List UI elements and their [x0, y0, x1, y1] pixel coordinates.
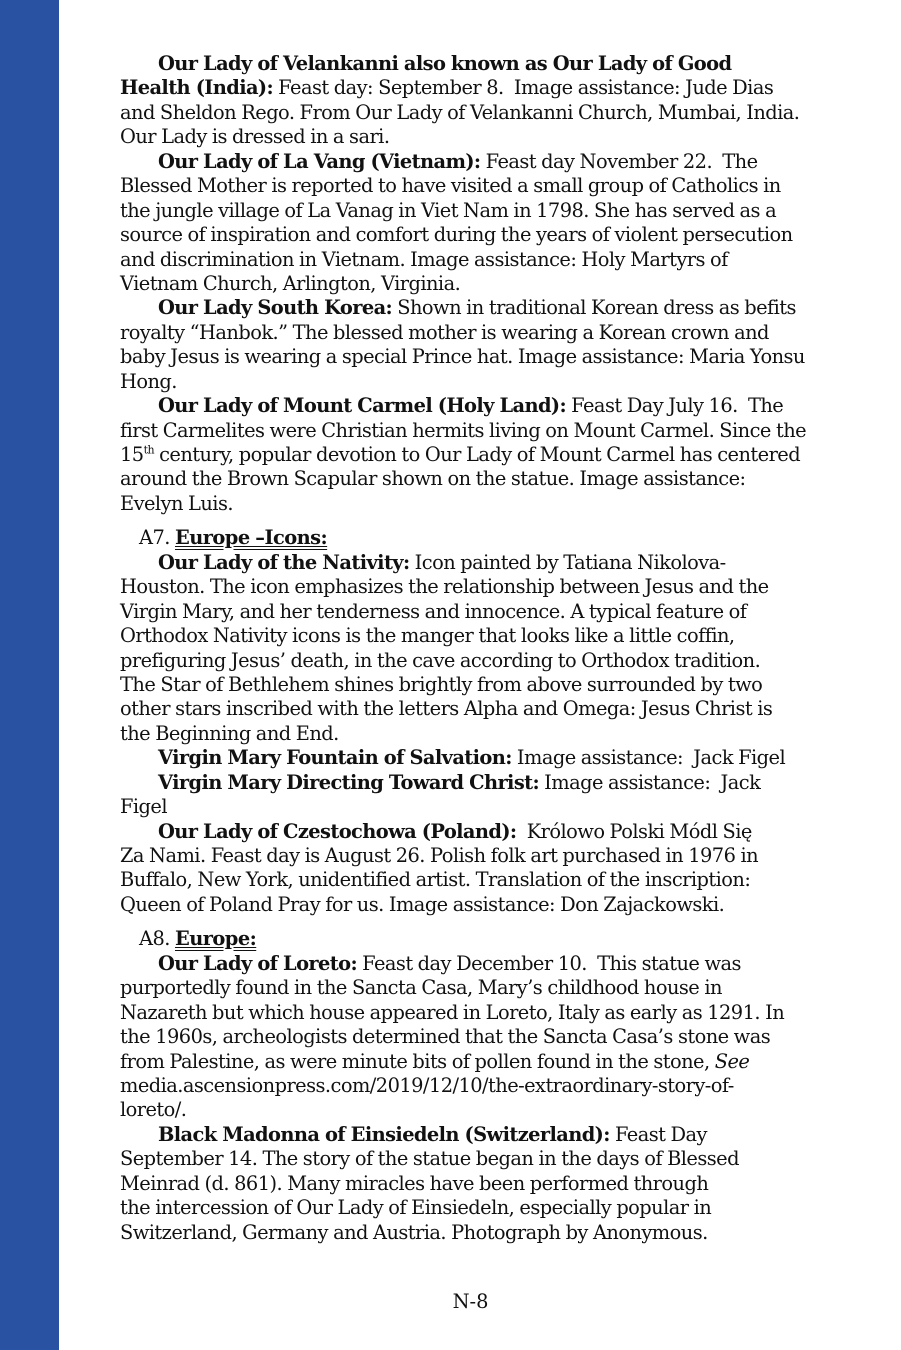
section-number: A7. [139, 526, 170, 550]
page-body [120, 52, 850, 1245]
entry-text: Our Lady is dressed in a sari. [120, 125, 390, 149]
entry-text: source of inspiration and comfort during the years of violent persecution [120, 223, 793, 247]
entry-text: Figel [120, 795, 167, 819]
entry-text: first Carmelites were Christian hermits living on Mount Carmel. Since the [120, 418, 807, 442]
entry-einsiedeln [120, 1123, 850, 1245]
entry-title: Black Madonna of Einsiedeln (Switzerland): [158, 1122, 610, 1146]
entry-text: century, popular devotion to Our Lady of Mount Carmel has centered [153, 443, 801, 466]
entry-text: Za Nami. Feast day is August 26. Polish folk art purchased in 1976 in [120, 844, 759, 867]
entry-czestochowa [120, 820, 850, 918]
entry-text: Orthodox Nativity icons is the manger that looks like a little coffin, [120, 624, 735, 648]
entry-text: Icon painted by Tatiana Nikolova- [409, 550, 726, 574]
entry-directing-toward-christ [120, 771, 850, 820]
entry-text: Feast Day July 16. The [566, 394, 784, 418]
section-heading-a8 [120, 927, 850, 951]
entry-text: around the Brown Scapular shown on the statue. Image assistance: [120, 467, 746, 491]
entry-mount-carmel [120, 394, 850, 516]
entry-text: the Beginning and End. [120, 721, 339, 745]
entry-title: Our Lady of La Vang (Vietnam): [158, 149, 481, 173]
ordinal-suffix: th [143, 443, 154, 457]
entry-text: and Sheldon Rego. From Our Lady of Velankanni Church, Mumbai, India. [120, 100, 800, 124]
entry-text: the 1960s, archeologists determined that the Sancta Casa’s stone was [120, 1025, 771, 1049]
entry-text: purportedly found in the Sancta Casa, Mary’s childhood house in [120, 976, 722, 1000]
entry-text: Image assistance: Jack Figel [511, 746, 786, 770]
entry-text: Feast day December 10. This statue was [357, 951, 741, 975]
entry-text: Queen of Poland Pray for us. Image assistance: Don Zajackowski. [120, 892, 725, 916]
entry-text: Feast day: September 8. Image assistance: Jude Dias [273, 76, 774, 100]
entry-text: the intercession of Our Lady of Einsiedeln, especially popular in [120, 1196, 712, 1220]
entry-text: September 14. The story of the statue began in the days of Blessed [120, 1147, 739, 1171]
entry-text: Virgin Mary, and her tenderness and innocence. A typical feature of [120, 599, 747, 623]
entry-text: prefiguring Jesus’ death, in the cave according to Orthodox tradition. [120, 648, 761, 672]
entry-title: Virgin Mary Directing Toward Christ: [158, 770, 540, 794]
entry-text: Feast Day [609, 1122, 707, 1146]
reference-url: loreto/. [120, 1098, 187, 1122]
entry-text: Vietnam Church, Arlington, Virginia. [120, 271, 461, 295]
entry-text: Feast day November 22. The [480, 149, 758, 173]
entry-text: the jungle village of La Vanag in Viet Nam in 1798. She has served as a [120, 198, 777, 222]
entry-title: Our Lady of Mount Carmel (Holy Land): [158, 394, 567, 418]
entry-title: Our Lady South Korea: [158, 296, 393, 320]
entry-text: Królowo Polski Módl Się [516, 819, 752, 843]
entry-text: Hong. [120, 369, 177, 393]
entry-title: Our Lady of Velankanni also known as Our Lady of Good [158, 52, 732, 75]
entry-text: Buffalo, New York, unidentified artist. Translation of the inscription: [120, 868, 751, 892]
entry-text: Shown in traditional Korean dress as befits [392, 296, 796, 320]
entry-text: Nazareth but which house appeared in Loreto, Italy as early as 1291. In [120, 1000, 785, 1024]
see-reference: See [714, 1049, 750, 1073]
entry-la-vang [120, 150, 850, 297]
entry-fountain-of-salvation [120, 746, 850, 770]
entry-title: Our Lady of Loreto: [158, 951, 358, 975]
page-number: N-8 [452, 1290, 489, 1313]
entry-text: Houston. The icon emphasizes the relationship between Jesus and the [120, 575, 769, 599]
entry-text: from Palestine, as were minute bits of pollen found in the stone, [120, 1049, 715, 1073]
entry-text: 15 [120, 443, 144, 466]
section-title: Europe: [174, 927, 257, 951]
entry-text: Image assistance: Jack [539, 770, 761, 794]
entry-text: baby Jesus is wearing a special Prince hat. Image assistance: Maria Yonsu [120, 345, 805, 369]
entry-text: Blessed Mother is reported to have visited a small group of Catholics in [120, 174, 781, 198]
reference-url: media.ascensionpress.com/2019/12/10/the-extraordinary-story-of- [120, 1073, 734, 1097]
entry-text: and discrimination in Vietnam. Image assistance: Holy Martyrs of [120, 247, 728, 271]
entry-nativity [120, 551, 850, 747]
entry-text: The Star of Bethlehem shines brightly from above surrounded by two [120, 672, 763, 696]
entry-title: Health (India): [120, 76, 274, 100]
blue-margin-stripe [0, 0, 59, 1350]
entry-title: Virgin Mary Fountain of Salvation: [158, 746, 512, 770]
entry-text: Meinrad (d. 861). Many miracles have been performed through [120, 1171, 709, 1195]
entry-loreto [120, 952, 850, 1123]
entry-velankanni [120, 52, 850, 150]
entry-text: Switzerland, Germany and Austria. Photograph by Anonymous. [120, 1220, 708, 1244]
entry-title: Our Lady of Czestochowa (Poland): [158, 819, 517, 843]
entry-text: royalty “Hanbok.” The blessed mother is wearing a Korean crown and [120, 320, 769, 344]
section-heading-a7 [120, 526, 850, 550]
section-number: A8. [139, 927, 170, 951]
entry-text: other stars inscribed with the letters Alpha and Omega: Jesus Christ is [120, 697, 773, 721]
section-title: Europe –Icons: [174, 526, 328, 550]
entry-text: Evelyn Luis. [120, 491, 233, 515]
entry-south-korea [120, 296, 850, 394]
entry-title: Our Lady of the Nativity: [158, 550, 410, 574]
